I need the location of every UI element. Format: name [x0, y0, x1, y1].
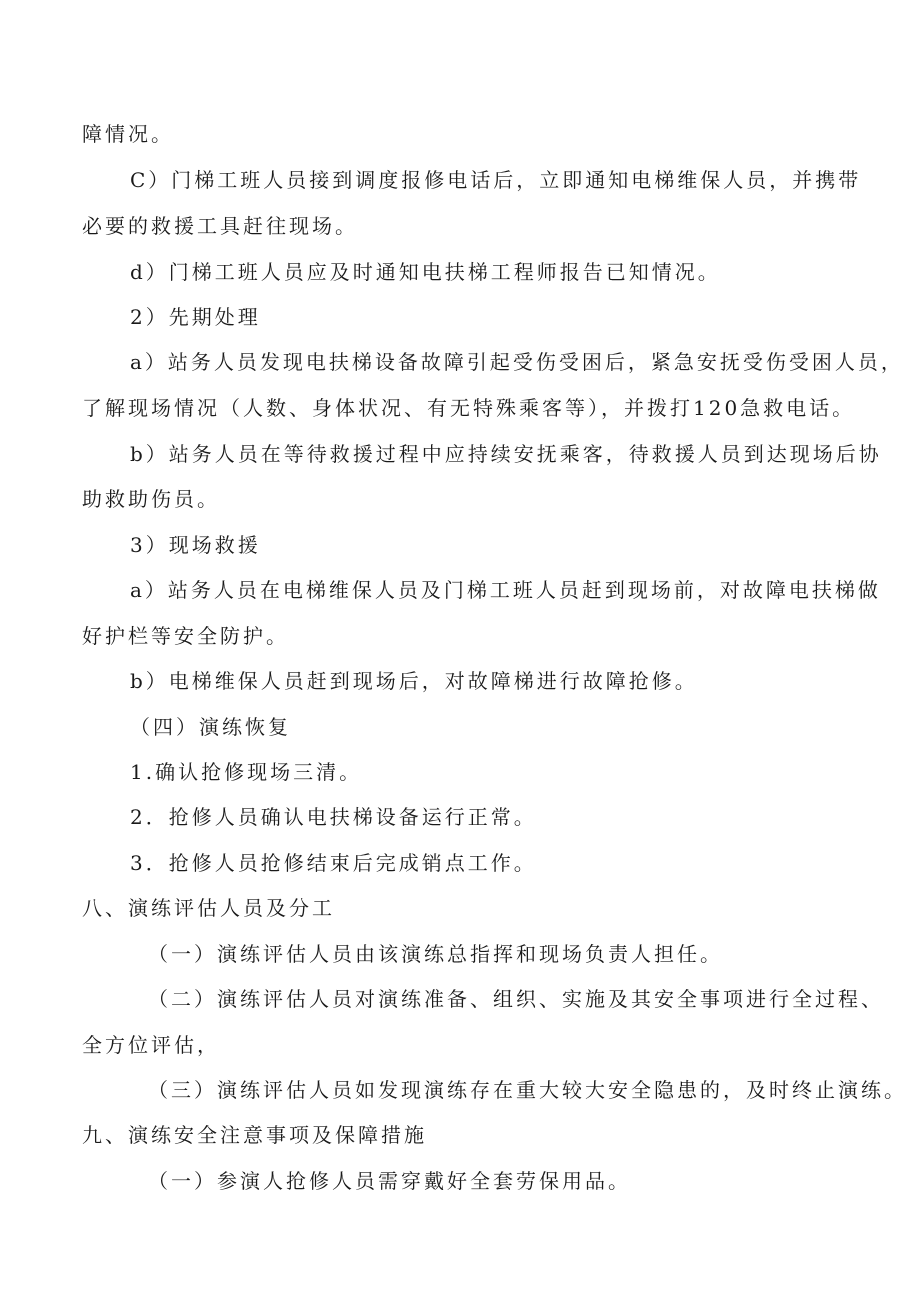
paragraph-line: a）站务人员发现电扶梯设备故障引起受伤受困后，紧急安抚受伤受困人员， [130, 350, 904, 374]
section-heading: 2）先期处理 [130, 305, 261, 329]
paragraph-line: （一）演练评估人员由该演练总指挥和现场负责人担任。 [148, 942, 723, 966]
paragraph-line: 全方位评估， [82, 1033, 220, 1057]
paragraph-line: d）门梯工班人员应及时通知电扶梯工程师报告已知情况。 [130, 260, 721, 284]
chapter-heading: 八、演练评估人员及分工 [82, 896, 335, 920]
paragraph-line: 2．抢修人员确认电扶梯设备运行正常。 [130, 805, 537, 829]
paragraph-line: （一）参演人抢修人员需穿戴好全套劳保用品。 [148, 1169, 631, 1193]
paragraph-line: 好护栏等安全防护。 [82, 624, 289, 648]
paragraph-line: 助救助伤员。 [82, 487, 220, 511]
paragraph-line: （三）演练评估人员如发现演练存在重大较大安全隐患的，及时终止演练。 [148, 1078, 907, 1102]
paragraph-line: 了解现场情况（人数、身体状况、有无特殊乘客等），并拨打120急救电话。 [82, 396, 856, 420]
paragraph-line: b）电梯维保人员赶到现场后，对故障梯进行故障抢修。 [130, 669, 698, 693]
paragraph-line: a）站务人员在电梯维保人员及门梯工班人员赶到现场前，对故障电扶梯做 [130, 578, 881, 602]
section-heading: （四）演练恢复 [130, 715, 291, 739]
paragraph-line: （二）演练评估人员对演练准备、组织、实施及其安全事项进行全过程、 [148, 987, 884, 1011]
section-heading: 3）现场救援 [130, 533, 261, 557]
paragraph-line: 1.确认抢修现场三清。 [130, 760, 363, 784]
chapter-heading: 九、演练安全注意事项及保障措施 [82, 1123, 427, 1147]
paragraph-line: 障情况。 [82, 122, 174, 146]
paragraph-line: b）站务人员在等待救援过程中应持续安抚乘客，待救援人员到达现场后协 [130, 442, 882, 466]
paragraph-line: 必要的救援工具赶往现场。 [82, 214, 358, 238]
paragraph-line: C）门梯工班人员接到调度报修电话后，立即通知电梯维保人员，并携带 [130, 168, 862, 192]
paragraph-line: 3．抢修人员抢修结束后完成销点工作。 [130, 851, 537, 875]
